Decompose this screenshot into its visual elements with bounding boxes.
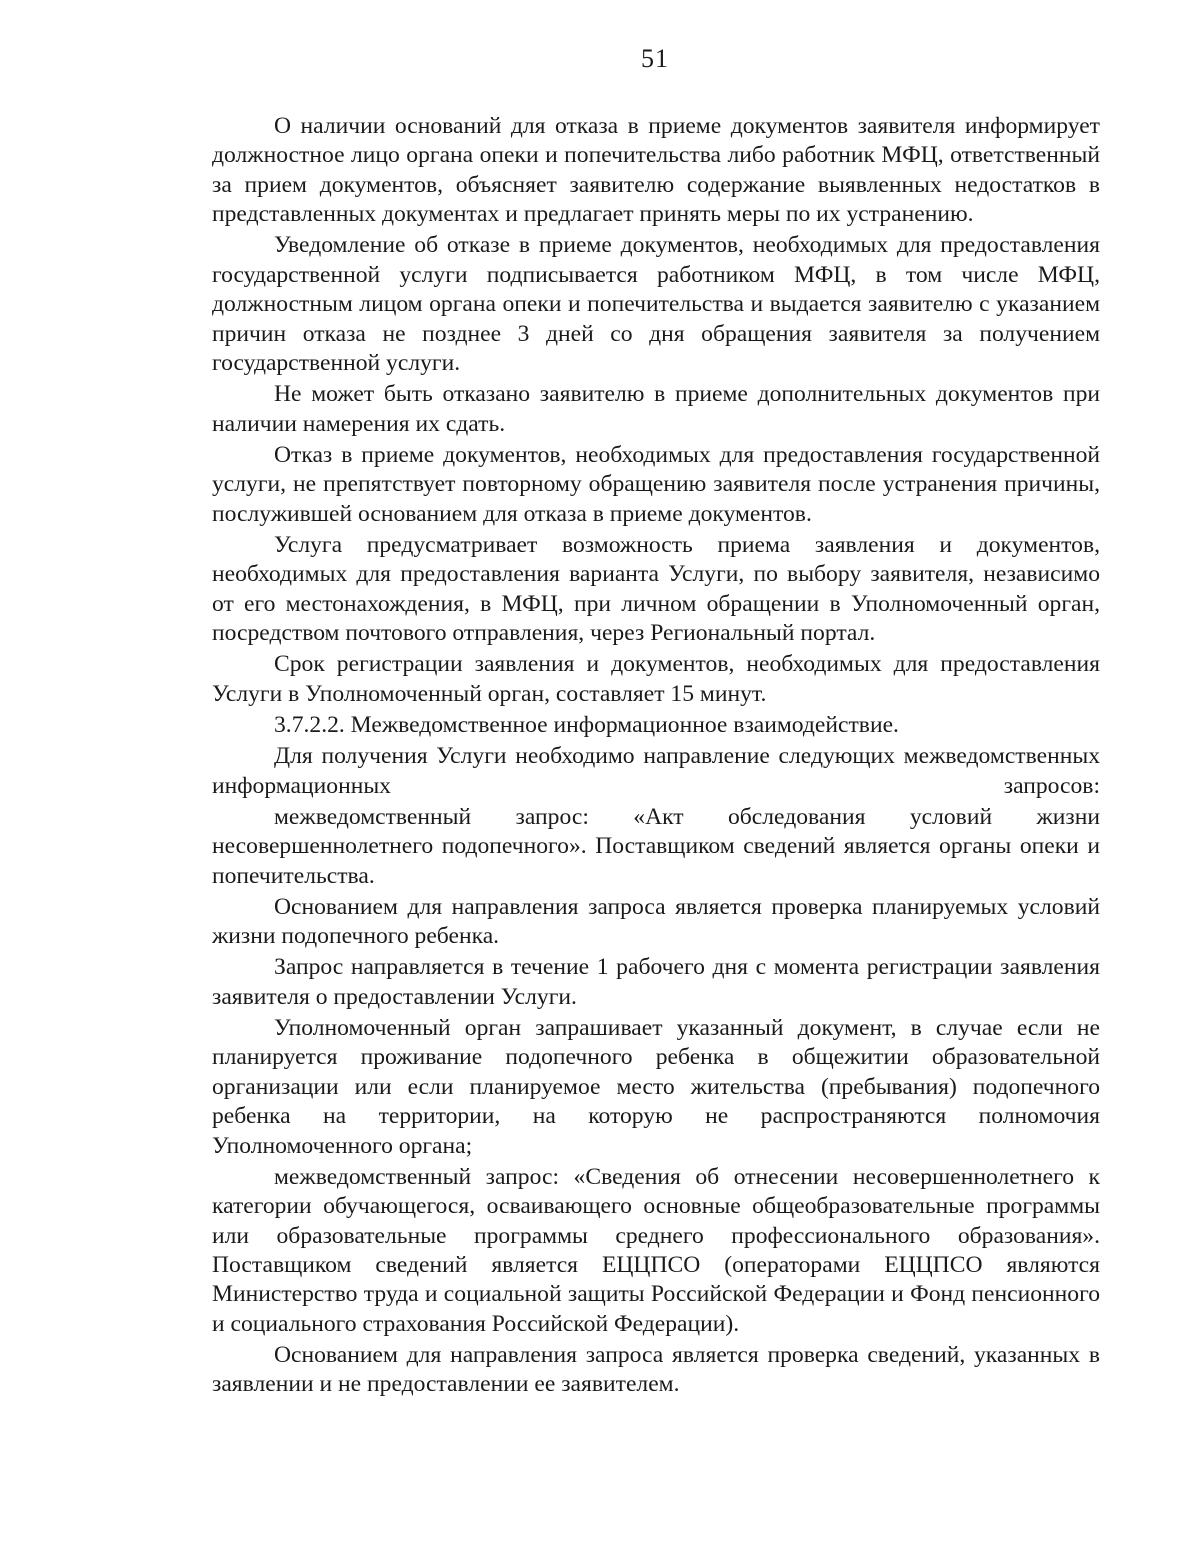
paragraph-request-basis: Основанием для направления запроса является проверка планируемых условий жизни подопечного ребенка. (212, 893, 1100, 950)
paragraph-submission-options: Услуга предусматривает возможность приема заявления и документов, необходимых для предоставления варианта Услуги, по выбору заявителя, независимо от его местонахождения, в МФЦ, при личном обращении в Уполномоченный орган, посредством почтового отправления, через Региональный портал. (212, 531, 1100, 647)
paragraph-request-conditions: Уполномоченный орган запрашивает указанный документ, в случае если не планируется проживание подопечного ребенка в общежитии образовательной организации или если планируемое место жительства (пребывания) подопечного ребенка на территории, на которую не распространяются полномочия Уполномоченного органа; (212, 1014, 1100, 1159)
paragraph-request-student-status: межведомственный запрос: «Сведения об отнесении несовершеннолетнего к категории обучающегося, осваивающего основные общеобразовательные программы или образовательные программы среднего профессионального образования». Поставщиком сведений является ЕЦЦПСО (операторами ЕЦЦПСО являются Министерство труда и социальной защиты Российской Федерации и Фонд пенсионного и социального страхования Российской Федерации). (212, 1163, 1100, 1337)
paragraph-refusal-notice: Уведомление об отказе в приеме документов, необходимых для предоставления государственной услуги подписывается работником МФЦ, в том числе МФЦ, должностным лицом органа опеки и попечительства и выдается заявителю с указанием причин отказа не позднее 3 дней со дня обращения заявителя за получением государственной услуги. (212, 232, 1100, 377)
paragraph-requests-intro: Для получения Услуги необходимо направление следующих межведомственных информационных запросов: (212, 743, 1100, 799)
paragraph-additional-documents: Не может быть отказано заявителю в приеме дополнительных документов при наличии намерения их сдать. (212, 381, 1100, 437)
paragraph-refusal-notification: О наличии оснований для отказа в приеме документов заявителя информирует должностное лицо органа опеки и попечительства либо работник МФЦ, ответственный за прием документов, объясняет заявителю содержание выявленных недостатков в представленных документах и предлагает принять меры по их устранению. (212, 113, 1100, 228)
paragraph-request-living-conditions: межведомственный запрос: «Акт обследования условий жизни несовершеннолетнего подопечного». Поставщиком сведений является органы опеки и попечительства. (212, 803, 1100, 889)
section-heading-interagency: 3.7.2.2. Межведомственное информационное взаимодействие. (274, 711, 899, 738)
document-body (212, 112, 1100, 1402)
paragraph-repeat-application: Отказ в приеме документов, необходимых для предоставления государственной услуги, не препятствует повторному обращению заявителя после устранения причины, послужившей основанием для отказа в приеме документов. (212, 441, 1100, 527)
paragraph-request-verification: Основанием для направления запроса является проверка сведений, указанных в заявлении и не предоставлении ее заявителем. (212, 1342, 1100, 1398)
paragraph-request-timing: Запрос направляется в течение 1 рабочего дня с момента регистрации заявления заявителя о предоставлении Услуги. (212, 954, 1100, 1010)
paragraph-registration-term: Срок регистрации заявления и документов, необходимых для предоставления Услуги в Уполномоченный орган, составляет 15 минут. (212, 651, 1100, 707)
page-number: 51 (641, 44, 669, 73)
